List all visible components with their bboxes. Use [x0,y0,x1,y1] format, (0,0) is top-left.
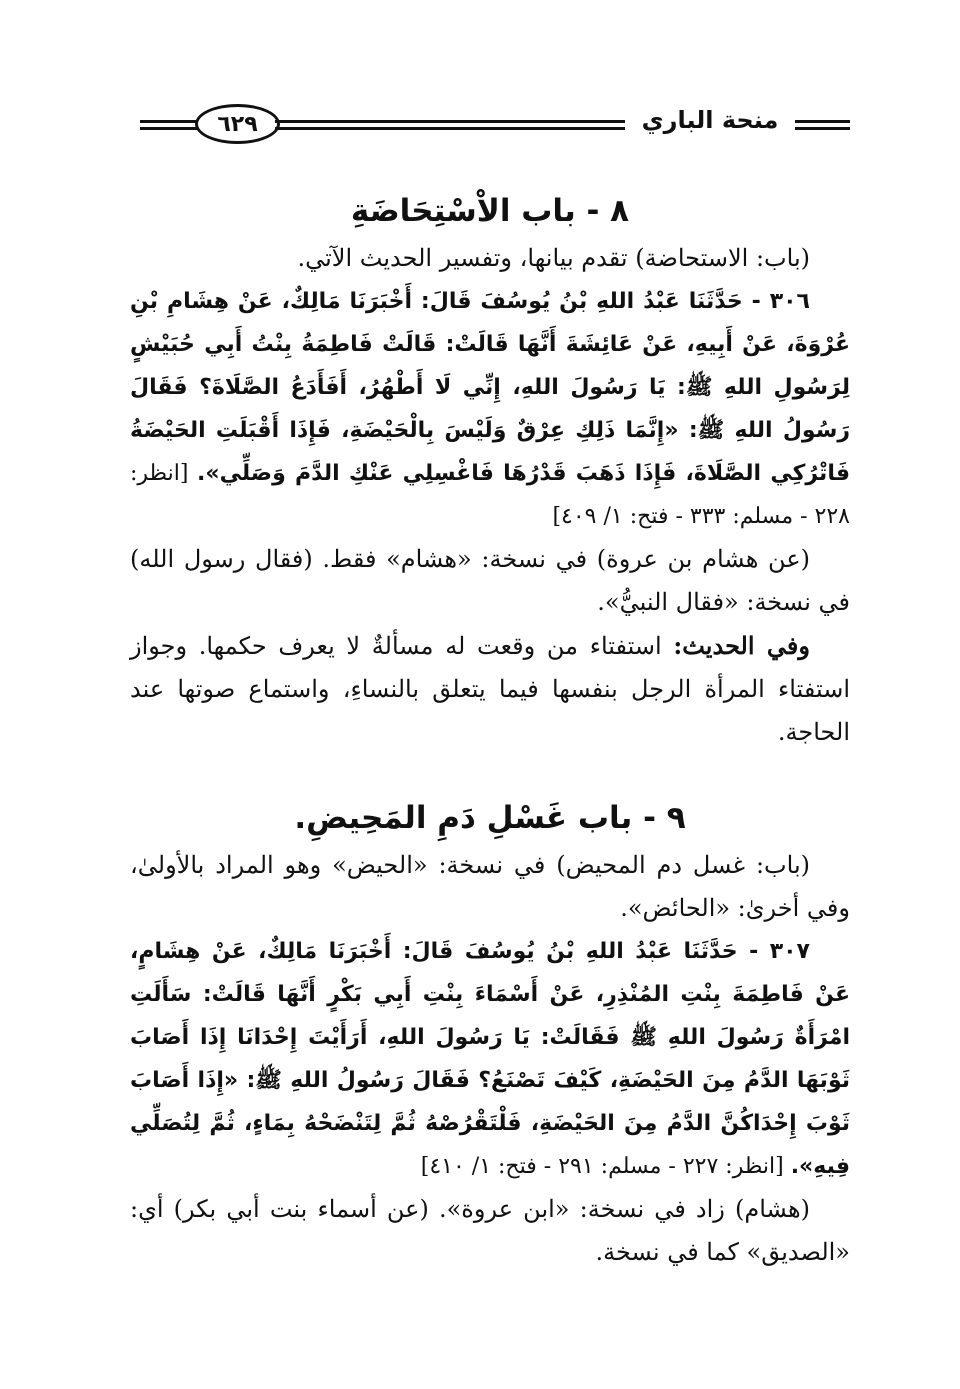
hadith-307-reference: [انظر: ٢٢٧ - مسلم: ٢٩١ - فتح: ١/ ٤١٠] [420,1154,791,1179]
page-content [130,185,850,1274]
chapter-intro-9: (باب: غسل دم المحيض) في نسخة: «الحيض» وهو المراد بالأولىٰ، وفي أخرىٰ: «الحائض». [130,851,850,922]
benefit-label: وفي الحديث: [673,631,810,660]
hadith-307-text: ٣٠٧ - حَدَّثَنَا عَبْدُ اللهِ بْنُ يُوسُفَ قَالَ: أَخْبَرَنَا مَالِكٌ، عَنْ هِشَامٍ، عَنْ فَاطِمَةَ بِنْتِ المُنْذِرِ، عَنْ أَسْمَاءَ بِنْتِ أَبِي بَكْرٍ أَنَّهَا قَالَتْ: سَأَلَتِ امْرَأَةٌ رَسُولَ اللهِ ﷺ فَقَالَتْ: يَا رَسُولَ اللهِ، أَرَأَيْتَ إِحْدَانَا إِذَا أَصَابَ ثَوْبَهَا الدَّمُ مِنَ الحَيْضَةِ، كَيْفَ تَصْنَعُ؟ فَقَالَ رَسُولُ اللهِ ﷺ: «إِذَا أَصَابَ ثَوْبَ إِحْدَاكُنَّ الدَّمُ مِنَ الحَيْضَةِ، فَلْتَقْرُصْهُ ثُمَّ لِتَنْضَحْهُ بِمَاءٍ، ثُمَّ لِتُصَلِّي فِيهِ». [130,939,850,1179]
chapter-intro-8: (باب: الاستحاضة) تقدم بيانها، وتفسير الحديث الآتي. [297,244,810,272]
hadith-306-text: ٣٠٦ - حَدَّثَنَا عَبْدُ اللهِ بْنُ يُوسُفَ قَالَ: أَخْبَرَنَا مَالِكٌ، عَنْ هِشَامِ بْنِ عُرْوَةَ، عَنْ أَبِيهِ، عَنْ عَائِشَةَ أَنَّهَا قَالَتْ: قَالَتْ فَاطِمَةُ بِنْتُ أَبِي حُبَيْشٍ لِرَسُولِ اللهِ ﷺ: يَا رَسُولَ اللهِ، إِنِّي لَا أَطْهُرُ، أَفَأَدَعُ الصَّلَاةَ؟ فَقَالَ رَسُولُ اللهِ ﷺ: «إِنَّمَا ذَلِكِ عِرْقٌ وَلَيْسَ بِالْحَيْضَةِ، فَإِذَا أَقْبَلَتِ الحَيْضَةُ فَاتْرُكِي الصَّلَاةَ، فَإِذَا ذَهَبَ قَدْرُهَا فَاغْسِلِي عَنْكِ الدَّمَ وَصَلِّي». [130,289,850,486]
book-title: منحة الباري [641,106,779,134]
chapter-heading-8: ٨ - باب الاْسْتِحَاضَةِ [350,193,630,229]
hadith-306-note: (عن هشام بن عروة) في نسخة: «هشام» فقط. (فقال رسول الله) في نسخة: «فقال النبيُّ». [130,545,850,616]
hadith-306-reference: [انظر: ٢٢٨ - مسلم: ٣٣٣ - فتح: ١/ ٤٠٩] [130,461,850,529]
header-rule-middle [275,120,625,132]
page-number: ٦٢٩ [195,104,280,144]
page-header [130,100,850,150]
chapter-heading-9: ٩ - باب غَسْلِ دَمِ المَحِيضِ. [294,800,686,836]
hadith-307 [130,930,850,1188]
header-rule-left [140,120,200,132]
hadith-306 [130,280,850,538]
hadith-306-benefits [130,624,850,754]
header-rule-right [795,120,850,132]
benefit-text: استفتاء من وقعت له مسألةٌ لا يعرف حكمها. وجواز استفتاء المرأة الرجل بنفسها فيما يتعلق بالنساءِ، واستماع صوتها عند الحاجة. [130,632,850,746]
section-gap [130,754,850,792]
hadith-307-note: (هشام) زاد في نسخة: «ابن عروة». (عن أسماء بنت أبي بكر) أي: «الصديق» كما في نسخة. [130,1195,850,1266]
